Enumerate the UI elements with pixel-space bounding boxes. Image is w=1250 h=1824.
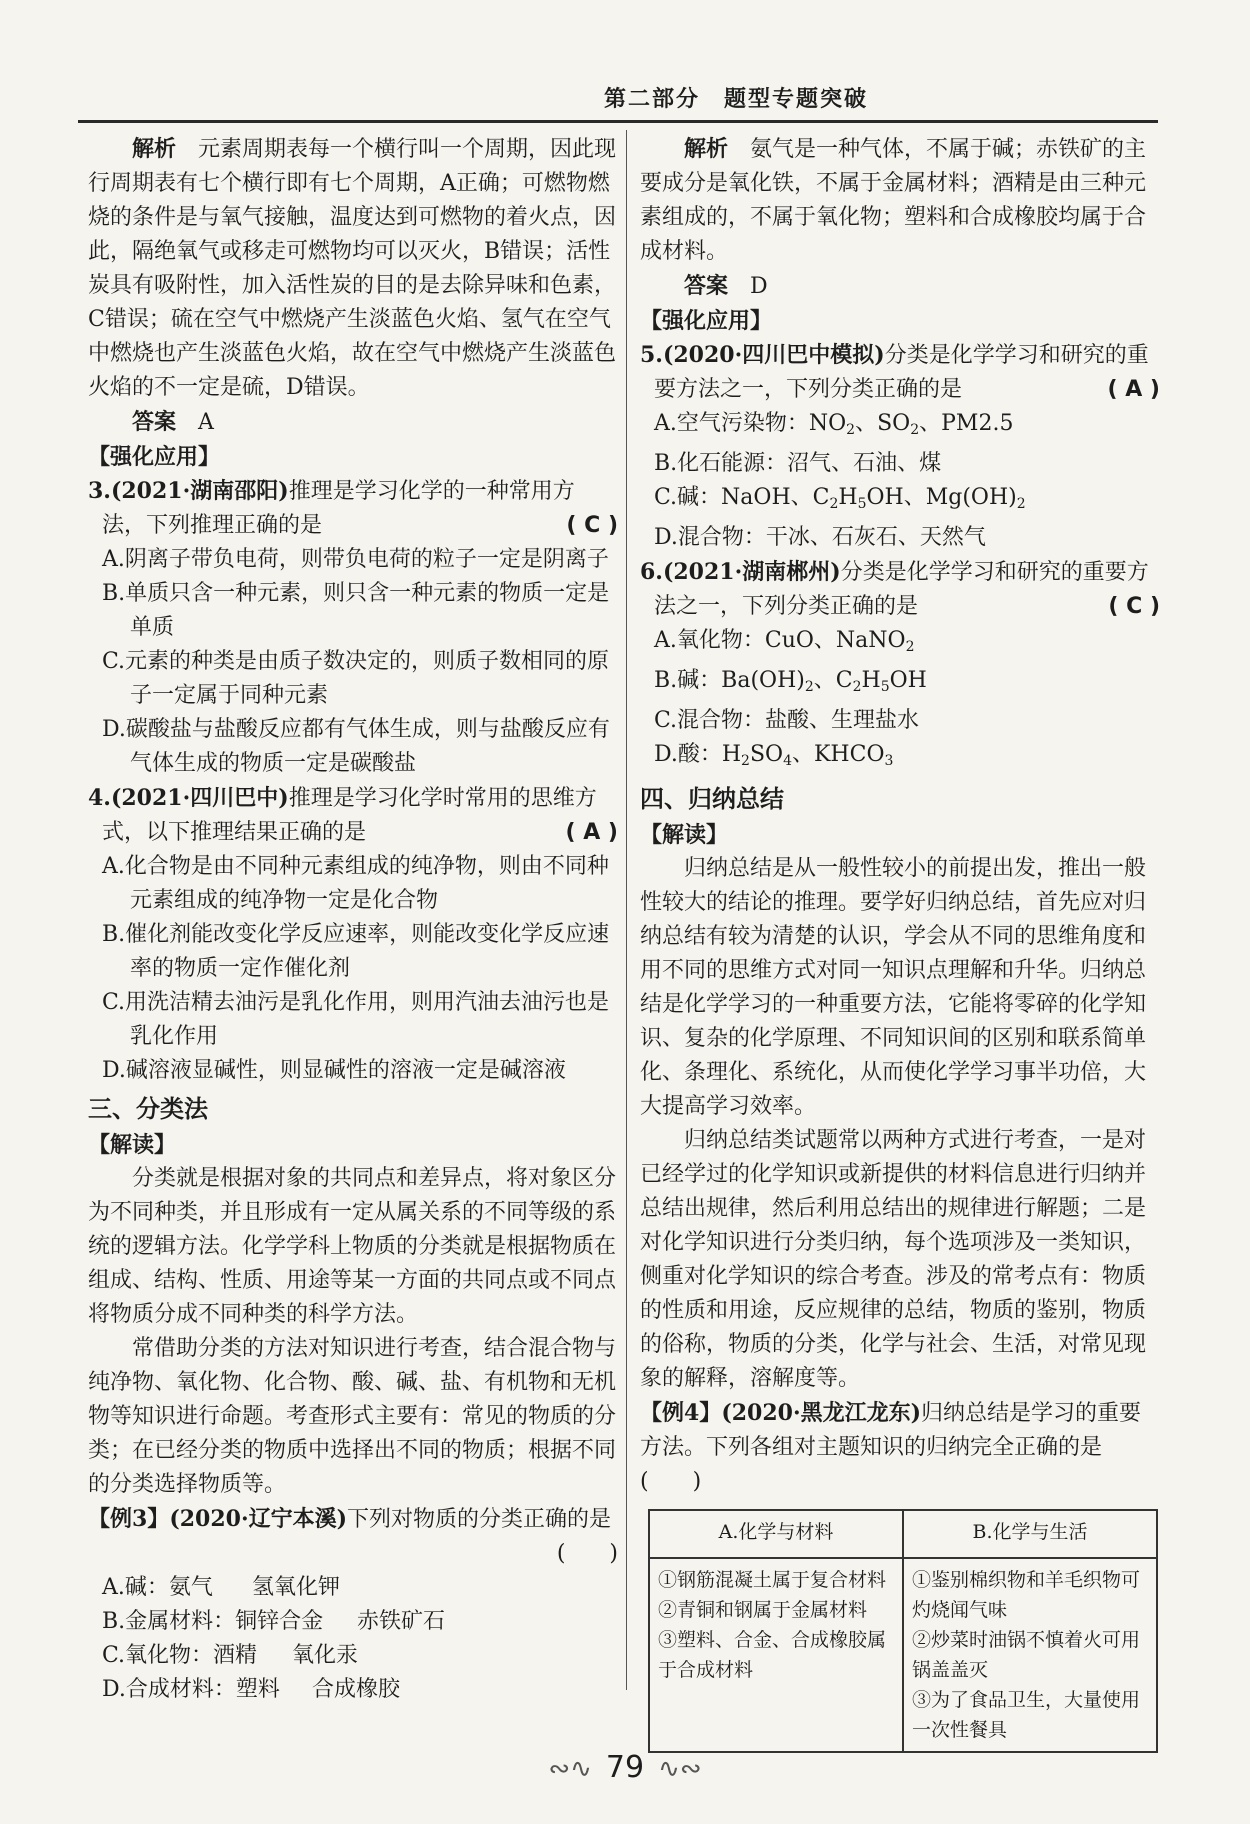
q5-c-mid1: H: [838, 485, 858, 510]
ex4-source: (2020·黑龙江龙东): [721, 1400, 922, 1426]
q5-a-text: A.空气污染物：NO: [654, 411, 847, 436]
example-3: [88, 1502, 618, 1707]
q6-d-mid: SO: [749, 742, 784, 767]
q5-c-mid2: OH、Mg(OH): [866, 485, 1017, 510]
q4-source: 4.(2021·四川巴中): [88, 785, 289, 811]
q6-option-d: [640, 738, 1160, 778]
q5-c-sub2: 5: [857, 496, 867, 512]
ex4-a-item-1: ①钢筋混凝土属于复合材料: [658, 1569, 887, 1591]
answer-value: A: [198, 410, 214, 435]
q6-b-sub2: 2: [852, 679, 862, 695]
ex3-stem: 下列对物质的分类正确的是: [347, 1507, 612, 1532]
answer-value-right: D: [750, 274, 768, 299]
answer-label: 答案: [132, 409, 177, 435]
section-3-paragraph-2: 常借助分类的方法对知识进行考查，结合混合物与纯净物、氧化物、化合物、酸、碱、盐、有机物和无机物等知识进行命题。考查形式主要有：常见的物质的分类；在已经分类的物质中选择出不同的物质；根据不同的分类选择物质等。: [88, 1336, 617, 1497]
right-column: [640, 132, 1160, 1753]
ex4-table: [648, 1509, 1158, 1753]
ex4-a-item-3: ③塑料、合金、合成橡胶属于合成材料: [658, 1629, 887, 1681]
section-3-title: 三、分类法: [88, 1095, 208, 1123]
q6-a-text: A.氧化物：CuO、NaNO: [654, 628, 906, 653]
q6-d-mid2: 、KHCO: [792, 742, 885, 767]
q3-stem-2: 法，下列推理正确的是: [102, 513, 323, 538]
question-3: [88, 474, 618, 781]
ornament-left-icon: ∾∿: [548, 1754, 592, 1784]
ex3-source: (2020·辽宁本溪): [169, 1506, 348, 1532]
q5-a-sub1: 2: [846, 422, 856, 438]
question-6: [640, 555, 1160, 778]
q6-source: 6.(2021·湖南郴州): [640, 559, 841, 585]
ex3-option-b-left: B.金属材料：铜锌合金: [102, 1609, 324, 1634]
q5-answer: ( A ): [1107, 377, 1160, 402]
ex3-option-c-left: C.氧化物：酒精: [102, 1643, 258, 1668]
ex3-option-a: [88, 1571, 618, 1605]
q5-a-mid: 、SO: [855, 411, 911, 436]
ex4-table-col-b: [903, 1558, 1157, 1752]
q3-option-a: A.阴离子带负电荷，则带负电荷的粒子一定是阴离子: [102, 547, 609, 572]
analysis-label-right: 解析: [684, 136, 729, 162]
question-4: [88, 781, 618, 1088]
ex3-option-c: [88, 1639, 618, 1673]
ex3-option-b: [88, 1605, 618, 1639]
q3-option-d: D.碳酸盐与盐酸反应都有气体生成，则与盐酸反应有气体生成的物质一定是碳酸盐: [102, 717, 610, 776]
ex4-table-header-b: B.化学与生活: [903, 1510, 1157, 1558]
q5-a-post: 、PM2.5: [919, 411, 1014, 436]
ex3-option-b-right: 赤铁矿石: [357, 1609, 446, 1634]
q5-a-sub2: 2: [910, 422, 920, 438]
page-header: [78, 78, 1158, 123]
analysis-paragraph: [88, 132, 618, 405]
q6-d-sub3: 3: [884, 753, 894, 769]
q6-b-sub3: 5: [880, 679, 890, 695]
section-4-paragraph-2: 归纳总结类试题常以两种方式进行考查，一是对已经学过的化学知识或新提供的材料信息进行归纳并总结出规律，然后利用总结出的规律进行解题；二是对化学知识进行分类归纳，每个选项涉及一类知识，侧重对化学知识的综合考查。涉及的常考点有：物质的性质和用途，反应规律的总结，物质的鉴别，物质的俗称，物质的分类，化学与社会、生活，对常见现象的解释，溶解度等。: [640, 1128, 1147, 1391]
q4-option-b: B.催化剂能改变化学反应速率，则能改变化学反应速率的物质一定作催化剂: [102, 922, 610, 981]
ex3-option-d: [88, 1673, 618, 1707]
q6-option-a: [640, 624, 1160, 664]
ex4-a-item-2: ②青铜和钢属于金属材料: [658, 1599, 868, 1621]
q4-stem-1: 推理是学习化学时常用的思维方: [288, 786, 597, 811]
q3-option-b: B.单质只含一种元素，则只含一种元素的物质一定是单质: [102, 581, 610, 640]
ex4-table-col-a: [649, 1558, 903, 1752]
ex4-label: 【例4】: [640, 1400, 722, 1426]
section-3-paragraph-1: 分类就是根据对象的共同点和差异点，将对象区分为不同种类，并且形成有一定从属关系的不同等级的系统的逻辑方法。化学学科上物质的分类就是根据物质在组成、结构、性质、用途等某一方面的共同点或不同点将物质分成不同种类的科学方法。: [88, 1166, 617, 1327]
q4-answer: ( A ): [565, 820, 618, 845]
analysis-label: 解析: [132, 136, 177, 162]
q6-answer: ( C ): [1108, 594, 1160, 619]
analysis-text: 元素周期表每一个横行叫一个周期，因此现行周期表有七个横行即有七个周期，A正确；可燃物燃烧的条件是与氧气接触，温度达到可燃物的着火点，因此，隔绝氧气或移走可燃物均可以灭火，B错误；活性炭具有吸附性，加入活性炭的目的是去除异味和色素，C错误；硫在空气中燃烧产生淡蓝色火焰、氢气在空气中燃烧也产生淡蓝色火焰，故在空气中燃烧产生淡蓝色火焰的不一定是硫，D错误。: [88, 137, 617, 400]
ornament-right-icon: ∿∾: [658, 1754, 702, 1784]
ex4-b-item-3: ③为了食品卫生，大量使用一次性餐具: [912, 1689, 1141, 1741]
q6-a-sub1: 2: [905, 639, 915, 655]
q4-option-d: D.碱溶液显碱性，则显碱性的溶液一定是碱溶液: [102, 1058, 566, 1083]
q6-d-text: D.酸：H: [654, 742, 742, 767]
q6-stem-1: 分类是化学学习和研究的重要方: [840, 560, 1149, 585]
q6-b-sub1: 2: [804, 679, 814, 695]
q4-stem-2: 式，以下推理结果正确的是: [102, 820, 367, 845]
ex4-table-header-a: A.化学与材料: [649, 1510, 903, 1558]
q5-c-sub3: 2: [1016, 496, 1026, 512]
analysis-text-right: 氨气是一种气体，不属于碱；赤铁矿的主要成分是氧化铁，不属于金属材料；酒精是由三种元素组成的，不属于氧化物；塑料和合成橡胶均属于合成材料。: [640, 137, 1147, 264]
q5-source: 5.(2020·四川巴中模拟): [640, 342, 885, 368]
ex3-option-a-left: A.碱：氨气: [102, 1575, 213, 1600]
ex3-option-d-right: 合成橡胶: [312, 1677, 401, 1702]
q6-b-post: OH: [889, 668, 927, 693]
ex3-option-c-right: 氧化汞: [292, 1643, 359, 1668]
answer-line: [88, 405, 618, 440]
ex3-label: 【例3】: [88, 1506, 170, 1532]
q6-b-text: B.碱：Ba(OH): [654, 668, 805, 693]
section-4-paragraph-1: 归纳总结是从一般性较小的前提出发，推出一般性较大的结论的推理。要学好归纳总结，首先应对归纳总结有较为清楚的认识，学会从不同的思维角度和用不同的思维方式对同一知识点理解和升华。归纳总结是化学学习的一种重要方法，它能将零碎的化学知识、复杂的化学原理、不同知识间的区别和联系简单化、条理化、系统化，从而使化学学习事半功倍，大大提高学习效率。: [640, 856, 1147, 1119]
ex3-option-a-right: 氢氧化钾: [252, 1575, 341, 1600]
page-number: 79: [605, 1750, 645, 1785]
page-footer: [0, 1750, 1250, 1785]
ex4-stem: 归纳总结是学习的重要方法。下列各组对主题知识的归纳完全正确的是( ): [640, 1401, 1142, 1494]
q5-option-c: [640, 481, 1160, 521]
analysis-paragraph-right: [640, 132, 1160, 269]
q5-option-b: B.化石能源：沼气、石油、煤: [654, 451, 942, 476]
header-title: 第二部分 题型专题突破: [603, 87, 868, 112]
q3-option-c: C.元素的种类是由质子数决定的，则质子数相同的原子一定属于同种元素: [102, 649, 610, 708]
q6-d-sub1: 2: [741, 753, 750, 769]
strengthen-label: 【强化应用】: [88, 444, 221, 470]
ex3-paren: ( ): [556, 1541, 618, 1566]
q3-answer: ( C ): [566, 513, 618, 538]
section-4-title: 四、归纳总结: [640, 785, 784, 813]
ex4-b-item-2: ②炒菜时油锅不慎着火可用锅盖盖灭: [912, 1629, 1141, 1681]
q6-option-c: C.混合物：盐酸、生理盐水: [654, 708, 920, 733]
q6-option-b: [640, 664, 1160, 704]
ex4-b-item-1: ①鉴别棉织物和羊毛织物可灼烧闻气味: [912, 1569, 1141, 1621]
question-5: [640, 338, 1160, 555]
q4-option-c: C.用洗洁精去油污是乳化作用，则用汽油去油污也是乳化作用: [102, 990, 610, 1049]
answer-line-right: [640, 269, 1160, 304]
q6-stem-2: 法之一，下列分类正确的是: [654, 594, 919, 619]
interpret-label-4: 【解读】: [640, 822, 729, 848]
example-4: [640, 1396, 1160, 1753]
q5-c-sub1: 2: [829, 496, 839, 512]
q6-d-sub2: 4: [783, 753, 792, 769]
q6-b-mid: 、C: [813, 668, 853, 693]
q5-option-a: [640, 407, 1160, 447]
interpret-label-3: 【解读】: [88, 1132, 177, 1158]
left-column: [88, 132, 618, 1707]
q5-stem-2: 要方法之一，下列分类正确的是: [654, 377, 963, 402]
column-divider: [626, 130, 627, 1690]
ex3-option-d-left: D.合成材料：塑料: [102, 1677, 280, 1702]
answer-label-right: 答案: [684, 273, 729, 299]
q4-option-a: A.化合物是由不同种元素组成的纯净物，则由不同种元素组成的纯净物一定是化合物: [102, 854, 609, 913]
q3-source: 3.(2021·湖南邵阳): [88, 478, 289, 504]
q5-stem-1: 分类是化学学习和研究的重: [884, 343, 1149, 368]
strengthen-label-right: 【强化应用】: [640, 308, 773, 334]
q5-option-d: D.混合物：干冰、石灰石、天然气: [654, 525, 986, 550]
q5-c-text: C.碱：NaOH、C: [654, 485, 830, 510]
q6-b-mid2: H: [861, 668, 881, 693]
q3-stem-1: 推理是学习化学的一种常用方: [288, 479, 575, 504]
